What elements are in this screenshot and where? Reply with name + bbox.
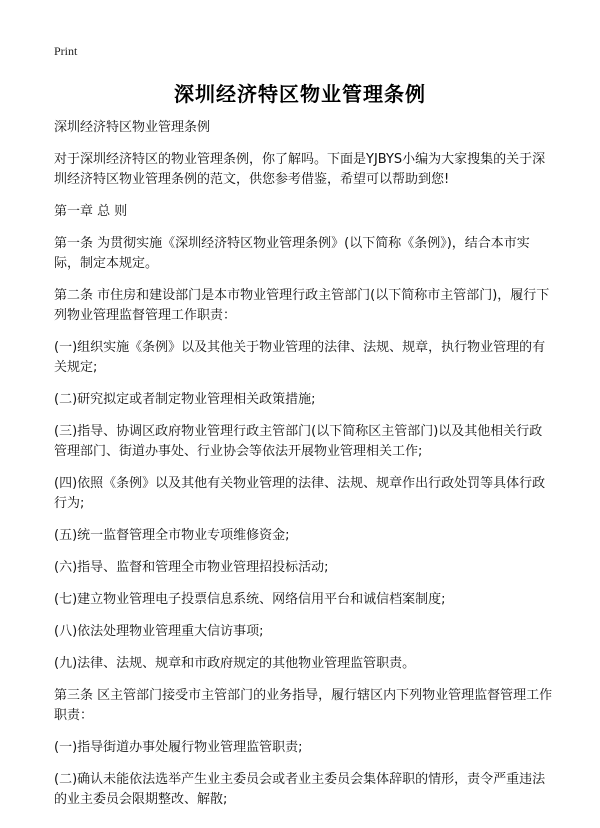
intro-paragraph: 对于深圳经济特区的物业管理条例，你了解吗。下面是YJBYS小编为大家搜集的关于深圳经济特区物业管理条例的范文，供您参考借鉴，希望可以帮助到您! — [54, 152, 546, 187]
article-2-item-2: (二)研究拟定或者制定物业管理相关政策措施; — [54, 392, 316, 407]
article-3-item-1: (一)指导街道办事处履行物业管理监管职责; — [54, 740, 303, 755]
article-2-item-4: (四)依照《条例》以及其他有关物业管理的法律、法规、规章作出行政处罚等具体行政行为; — [54, 476, 546, 511]
article-2-item-8: (八)依法处理物业管理重大信访事项; — [54, 624, 264, 639]
article-2: 第二条 市住房和建设部门是本市物业管理行政主管部门(以下简称市主管部门)，履行下列物业管理监督管理工作职责： — [54, 288, 550, 323]
document-body — [54, 118, 554, 822]
article-2-item-7: (七)建立物业管理电子投票信息系统、网络信用平台和诚信档案制度; — [54, 592, 446, 607]
print-link[interactable]: Print — [54, 44, 78, 58]
article-2-item-1: (一)组织实施《条例》以及其他关于物业管理的法律、法规、规章，执行物业管理的有关规定; — [54, 340, 546, 375]
chapter-heading: 第一章 总 则 — [54, 204, 128, 219]
article-3: 第三条 区主管部门接受市主管部门的业务指导，履行辖区内下列物业管理监督管理工作职责： — [54, 688, 553, 723]
document-title: 深圳经济特区物业管理条例 — [174, 82, 426, 106]
article-2-item-6: (六)指导、监督和管理全市物业管理招投标活动; — [54, 560, 329, 575]
article-3-item-2: (二)确认未能依法选举产生业主委员会或者业主委员会集体辞职的情形，责令严重违法的业主委员会限期整改、解散; — [54, 772, 546, 807]
article-2-item-5: (五)统一监督管理全市物业专项维修资金; — [54, 528, 290, 543]
article-2-item-9: (九)法律、法规、规章和市政府规定的其他物业管理监管职责。 — [54, 656, 416, 671]
article-1: 第一条 为贯彻实施《深圳经济特区物业管理条例》(以下简称《条例》)，结合本市实际，制定本规定。 — [54, 236, 530, 271]
article-2-item-3: (三)指导、协调区政府物业管理行政主管部门(以下简称区主管部门)以及其他相关行政管理部门、街道办事处、行业协会等依法开展物业管理相关工作; — [54, 424, 543, 459]
subtitle-paragraph: 深圳经济特区物业管理条例 — [54, 120, 211, 135]
